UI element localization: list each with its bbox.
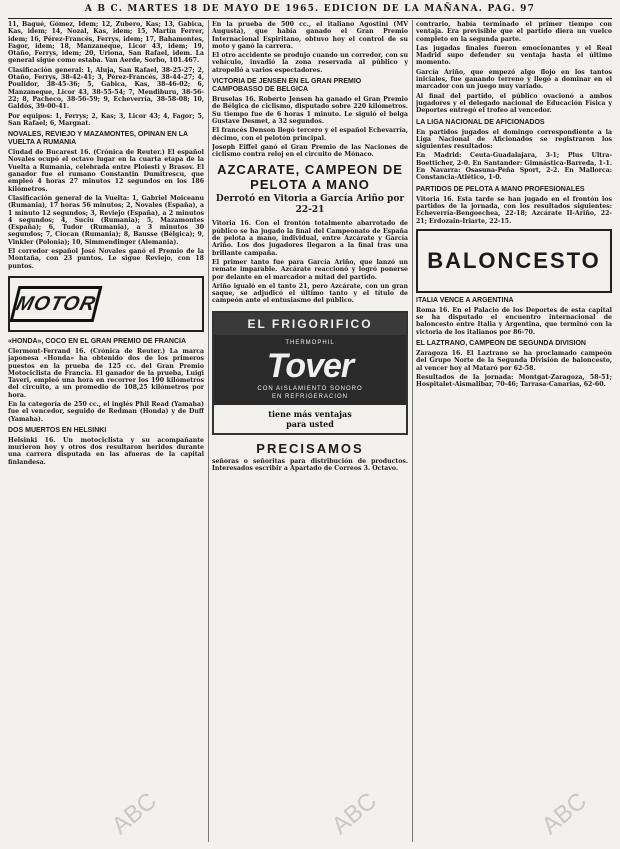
motor-section-logo	[8, 276, 204, 332]
baloncesto-section-logo: BALONCESTO	[416, 229, 612, 293]
watermark-stamp: ABC	[106, 787, 162, 840]
paragraph: 11, Bagué, Gómez, Idem; 12, Zubero, Kas; 13, Gabica, Kas, idem; 14, Nozal, Kas, idem; 15, Martín Ferrer, idem; 16, Pérez-Francés, Ferrys, idem; 17, Bahamontes, Fagor, idem; 18, Manzaneque, Licor 43, idem; 19, Otaño, Ferrys, idem; 20, Uriona, San Rafael, idem. La general sigue como estaba. Van Aerde, Sorbo, 101.467.	[8, 21, 204, 65]
ad-footer-line: para usted	[286, 418, 334, 429]
paragraph: El francés Denson llegó tercero y el español Echevarría, décimo, con el pelotón principal.	[212, 127, 408, 142]
refrigerator-advertisement	[212, 311, 408, 435]
headline: ITALIA VENCE A ARGENTINA	[416, 296, 514, 304]
column-1	[8, 21, 204, 843]
classified-heading: PRECISAMOS	[256, 440, 364, 456]
headline: NOVALES, REVIEJO Y MAZAMONTES, OPINAN EN LA VUELTA A RUMANIA	[8, 131, 188, 147]
paragraph: Clasificación general: 1, Aluja, San Rafael, 38-25-27; 2, Otaño, Ferrys, 38-42-41; 3, Pérez-Francés, 38-44-27; 4, Poulidor, 38-45-36; 5, Gabica, Kas, 38-46-02; 6, Manzaneque, Licor 43, 38-55-54; 7, Mendiburu, 38-56-22; 8, Pacheco, 38-56-59; 9, Echeverría, 38-58-08; 10, Galdós, 39-00-41.	[8, 66, 204, 111]
paragraph: En la categoría de 250 cc., el inglés Phil Read (Yamaha) fue el vencedor, seguido de Redman (Honda) y de Duff (Yamaha).	[8, 400, 204, 423]
paragraph: En Madrid: Ceuta-Guadalajara, 3-1; Plus Ultra-Boetticher, 2-0. En Santander: Gimnástica-Barreda, 1-1. En Navarra: Osasuna-Peña Sport, 2-2. En Mallorca: Constancia-Atlético, 1-0.	[416, 152, 612, 182]
paragraph: Bruselas 16. Roberto Jensen ha ganado el Gran Premio de Bélgica de ciclismo, disputado sobre 220 kilómetros. Su tiempo fue de 6 horas 1 minuto. Le siguió el belga Gustave Desmet, a 32 segundos.	[212, 96, 408, 125]
watermark-stamp: ABC	[536, 787, 592, 840]
ad-footer-line: tiene más ventajas	[268, 408, 352, 419]
paragraph: Joseph Eiffel ganó el Gran Premio de las Naciones de ciclismo contra reloj en el circuito de Mónaco.	[212, 143, 408, 159]
ad-tagline: EN REFRIGERACION	[271, 393, 348, 400]
headline: EL LAZTRANO, CAMPEON DE SEGUNDA DIVISION	[416, 340, 586, 348]
ad-tagline: CON AISLAMIENTO SONORO	[257, 385, 363, 392]
ad-logo	[214, 335, 406, 405]
paragraph: Las jugadas finales fueron emocionantes y el Real Madrid supo defender su ventaja hasta el último momento.	[416, 44, 612, 67]
paragraph: señoras o señoritas para distribución de productos. Interesados escribir a Apartado de Correos 3. Octavo.	[212, 457, 408, 473]
main-subheadline: Derrotó en Vitoria a García Ariño por 22-21	[215, 194, 405, 216]
paragraph: Vitoria 16. Esta tarde se han jugado en el frontón los partidos de la jornada, con los resultados siguientes: Echeverría-Bengoechea, 22-18; Azcárate II-Ariño, 22-21; Erdozain-Iriarte, 22-15.	[416, 195, 612, 225]
ad-footer	[214, 405, 406, 433]
paragraph: Resultados de la jornada: Montgat-Zaragoza, 58-51; Hospitalet-Aismalibar, 70-46; Tarrasa-Canarias, 62-60.	[416, 373, 612, 389]
paragraph: En la prueba de 500 cc., el italiano Agostini (MV Augusta), que había ganado el Gran Premio Internacional Espiritano, obtuvo hoy el control de su moto y ganó la carrera.	[212, 21, 408, 50]
headline: DOS MUERTOS EN HELSINKI	[8, 426, 107, 434]
column-3	[416, 21, 612, 843]
ad-title: EL FRIGORIFICO	[214, 313, 406, 335]
headline: «HONDA», COCO EN EL GRAN PREMIO DE FRANCIA	[8, 337, 186, 345]
paragraph: El primer tanto fue para García Ariño, que lanzó un remate imparable. Azcárate reaccionó y logró ponerse por delante en el marcador a mitad del partido.	[212, 258, 408, 281]
paragraph: En partidos jugados el domingo correspondiente a la Liga Nacional de Aficionados se registraron los siguientes resultados:	[416, 128, 612, 151]
paragraph: Ciudad de Bucarest 16. (Crónica de Reuter.) El español Novales ocupó el octavo lugar en la cuarta etapa de la Vuelta a Rumania, celebrada entre Ploiesti y Brasov. El ganador fue el rumano Constantin Dumitrescu, que empleó 4 horas 27 minutos 12 segundos en los 186 kilómetros.	[8, 149, 204, 193]
main-headline: AZCARATE, CAMPEON DE PELOTA A MANO	[217, 162, 403, 193]
paragraph: Zaragoza 16. El Laztrano se ha proclamado campeón del Grupo Norte de la Segunda División de baloncesto, al vencer hoy al Mataró por 62-58.	[416, 350, 612, 372]
headline: PARTIDOS DE PELOTA A MANO PROFESIONALES	[416, 185, 585, 193]
paragraph: El otro accidente se produjo cuando un corredor, con su vehículo, invadió la zona reservada al público y atropelló a varios espectadores.	[212, 52, 408, 74]
ad-tagline: THERMOPHIL	[285, 339, 335, 346]
paragraph: Ariño igualó en el tanto 21, pero Azcárate, con un gran saque, se adjudicó el último tanto y el título de campeón ante el entusiasmo del público.	[212, 282, 408, 305]
paragraph: Roma 16. En el Palacio de los Deportes de esta capital se ha disputado el encuentro internacional de baloncesto entre Italia y Argentina, que terminó con la victoria de los italianos por 86-70.	[416, 306, 612, 336]
paragraph: Al final del partido, el público ovacionó a ambos jugadores y el delegado nacional de Educación Física y Deportes entregó el trofeo al vencedor.	[416, 92, 612, 115]
headline: LA LIGA NACIONAL DE AFICIONADOS	[416, 118, 545, 126]
page-header: A B C. MARTES 18 DE MAYO DE 1965. EDICION DE LA MAÑANA. PAG. 97	[84, 4, 536, 14]
column-divider	[412, 20, 413, 842]
headline: VICTORIA DE JENSEN EN EL GRAN PREMIO CAMPOBASSO DE BELGICA	[212, 78, 362, 94]
motor-logo-text: MOTOR	[10, 286, 103, 322]
column-2	[212, 21, 408, 843]
header-rule	[8, 18, 612, 19]
paragraph: Por equipos: 1, Ferrys; 2, Kas; 3, Licor 43; 4, Fagor; 5, San Rafael; 6, Margnat.	[8, 112, 204, 127]
paragraph: García Ariño, que empezó algo flojo en los tantos iniciales, fue ganando terreno y llegó a dominar en el marcador con un juego muy variado.	[416, 68, 612, 91]
column-divider	[208, 20, 209, 842]
paragraph: El corredor español José Novales ganó el Premio de la Montaña, con 23 puntos. Le sigue Reviejo, con 18 puntos.	[8, 248, 204, 270]
paragraph: Clasificación general de la Vuelta: 1, Gabriel Moiceanu (Rumania), 17 horas 56 minutos; 2, Novales (España), a 1 minuto 12 segundos; 3, Reviejo (España), a 2 minutos 4 segundos; 4, Suciu (Rumania); 5, Mazamontes (España); 6, Tudor (Rumania), a 3 minutos 30 segundos; 7, Ciocan (Rumania); 8, Bausse (Bélgica); 9, Vinkler (Polonia); 10, Simmendinger (Alemania).	[8, 194, 204, 246]
paragraph: Vitoria 16. Con el frontón totalmente abarrotado de público se ha jugado la final del Campeonato de España de pelota a mano, individual, entre Azcárate y García Ariño. Los dos jugadores llegaron a la final tras una brillante campaña.	[212, 220, 408, 257]
paragraph: Helsinki 16. Un motociclista y su acompañante murieron hoy y otros dos resultaron heridos durante una carrera disputada en las afueras de la capital finlandesa.	[8, 436, 204, 466]
paragraph: Clermont-Ferrand 16. (Crónica de Reuter.) La marca japonesa «Honda» ha obtenido dos de los primeros puestos en la prueba de 125 cc. del Gran Premio Motociclista de Francia. El ganador de la prueba, Luigi Taveri, empleó una hora en recorrer los 190 kilómetros del circuito, a un promedio de 108,25 kilómetros por hora.	[8, 347, 204, 399]
ad-brand: Tover	[266, 346, 354, 385]
watermark-stamp: ABC	[326, 787, 382, 840]
paragraph: contrario, había terminado el primer tiempo con ventaja. Era previsible que el partido diera un vuelco completo en la segunda parte.	[416, 21, 612, 43]
